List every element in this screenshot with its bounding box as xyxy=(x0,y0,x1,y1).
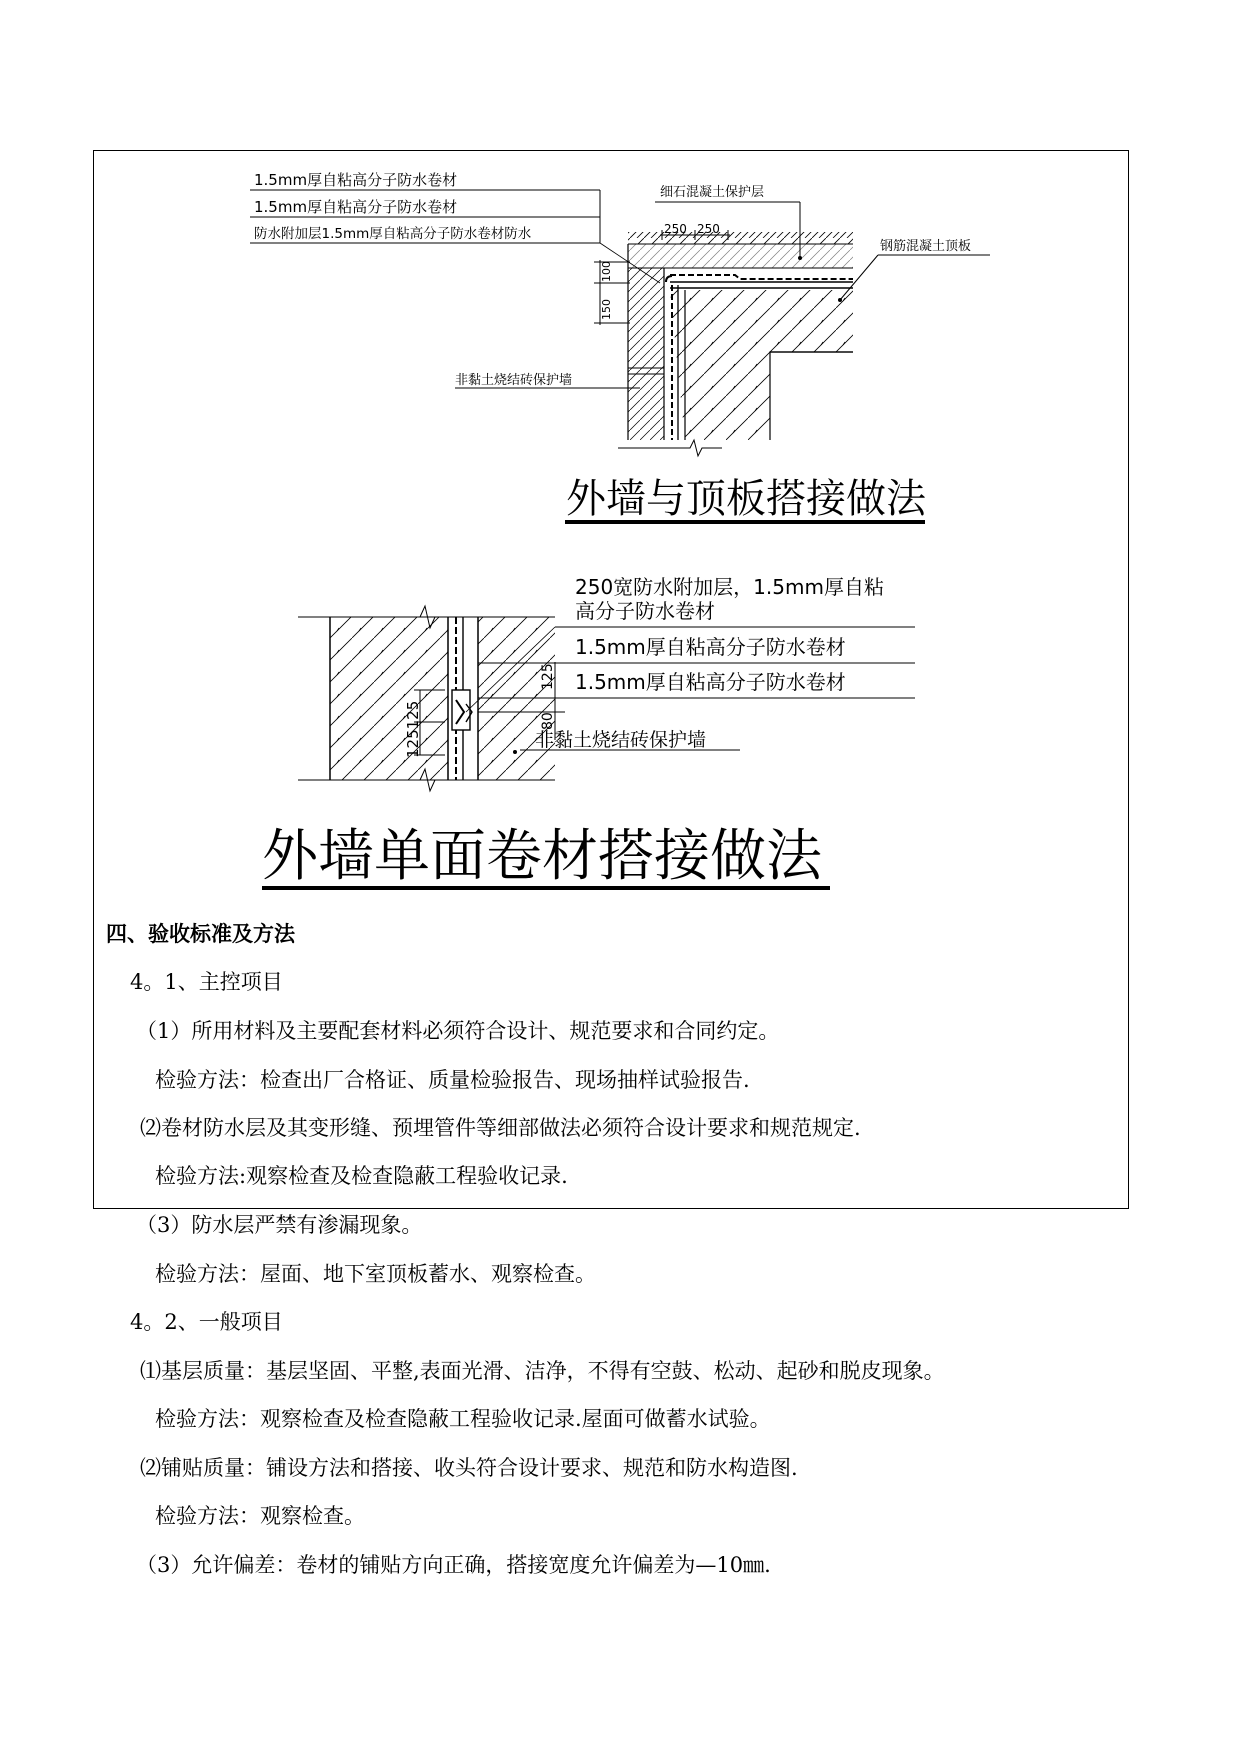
dim-125125: 125125 xyxy=(404,700,422,758)
method-main-1: 检验方法：检查出厂合格证、质量检验报告、现场抽样试验报告. xyxy=(155,1068,750,1092)
label-aux-layer-1: 250宽防水附加层，1.5mm厚自粘 xyxy=(575,575,884,599)
method-main-2: 检验方法:观察检查及检查隐蔽工程验收记录. xyxy=(155,1164,568,1188)
label-membrane-2: 1.5mm厚自粘高分子防水卷材 xyxy=(254,198,458,216)
dim-250-b: 250 xyxy=(697,222,720,236)
label-slab: 钢筋混凝土顶板 xyxy=(880,239,972,254)
dim-150: 150 xyxy=(600,299,613,320)
subheading-main-items: 4。1、主控项目 xyxy=(130,970,283,994)
label-membrane-3: 防水附加层1.5mm厚自粘高分子防水卷材防水 xyxy=(254,226,532,242)
label-brick-wall-1: 非黏土烧结砖保护墙 xyxy=(455,373,573,388)
method-general-2: 检验方法：观察检查。 xyxy=(155,1504,365,1528)
item-general-1: ⑴基层质量：基层坚固、平整,表面光滑、洁净，不得有空鼓、松动、起砂和脱皮现象。 xyxy=(140,1359,945,1383)
method-general-1: 检验方法：观察检查及检查隐蔽工程验收记录.屋面可做蓄水试验。 xyxy=(155,1407,771,1431)
label-aux-layer-2: 高分子防水卷材 xyxy=(575,599,715,623)
dim-80: 80 xyxy=(540,712,556,730)
method-main-3: 检验方法：屋面、地下室顶板蓄水、观察检查。 xyxy=(155,1262,596,1286)
dim-100: 100 xyxy=(600,261,613,282)
item-general-2: ⑵铺贴质量：铺设方法和搭接、收头符合设计要求、规范和防水构造图. xyxy=(140,1456,798,1480)
section4-heading: 四、验收标准及方法 xyxy=(106,922,295,946)
diagram2-title: 外墙单面卷材搭接做法 xyxy=(262,824,822,889)
subheading-general-items: 4。2、一般项目 xyxy=(130,1310,283,1334)
label-top-protect: 细石混凝土保护层 xyxy=(660,185,765,200)
item-main-1: （1）所用材料及主要配套材料必须符合设计、规范要求和合同约定。 xyxy=(136,1019,780,1043)
diagram-wall-slab xyxy=(250,171,990,522)
diagram1-title: 外墙与顶板搭接做法 xyxy=(566,476,926,522)
item-main-2: ⑵卷材防水层及其变形缝、预埋管件等细部做法必须符合设计要求和规范规定. xyxy=(140,1116,861,1140)
label-membrane-b: 1.5mm厚自粘高分子防水卷材 xyxy=(575,670,846,694)
item-main-3: （3）防水层严禁有渗漏现象。 xyxy=(136,1213,423,1237)
label-membrane-a: 1.5mm厚自粘高分子防水卷材 xyxy=(575,635,846,659)
label-brick-wall-2: 非黏土烧结砖保护墙 xyxy=(535,729,707,751)
item-general-3: （3）允许偏差：卷材的铺贴方向正确，搭接宽度允许偏差为—10㎜. xyxy=(136,1553,771,1577)
dim-125: 125 xyxy=(540,663,556,690)
label-membrane-1: 1.5mm厚自粘高分子防水卷材 xyxy=(254,171,458,189)
dim-250-a: 250 xyxy=(664,222,687,236)
diagram-single-face-lap xyxy=(262,575,915,889)
